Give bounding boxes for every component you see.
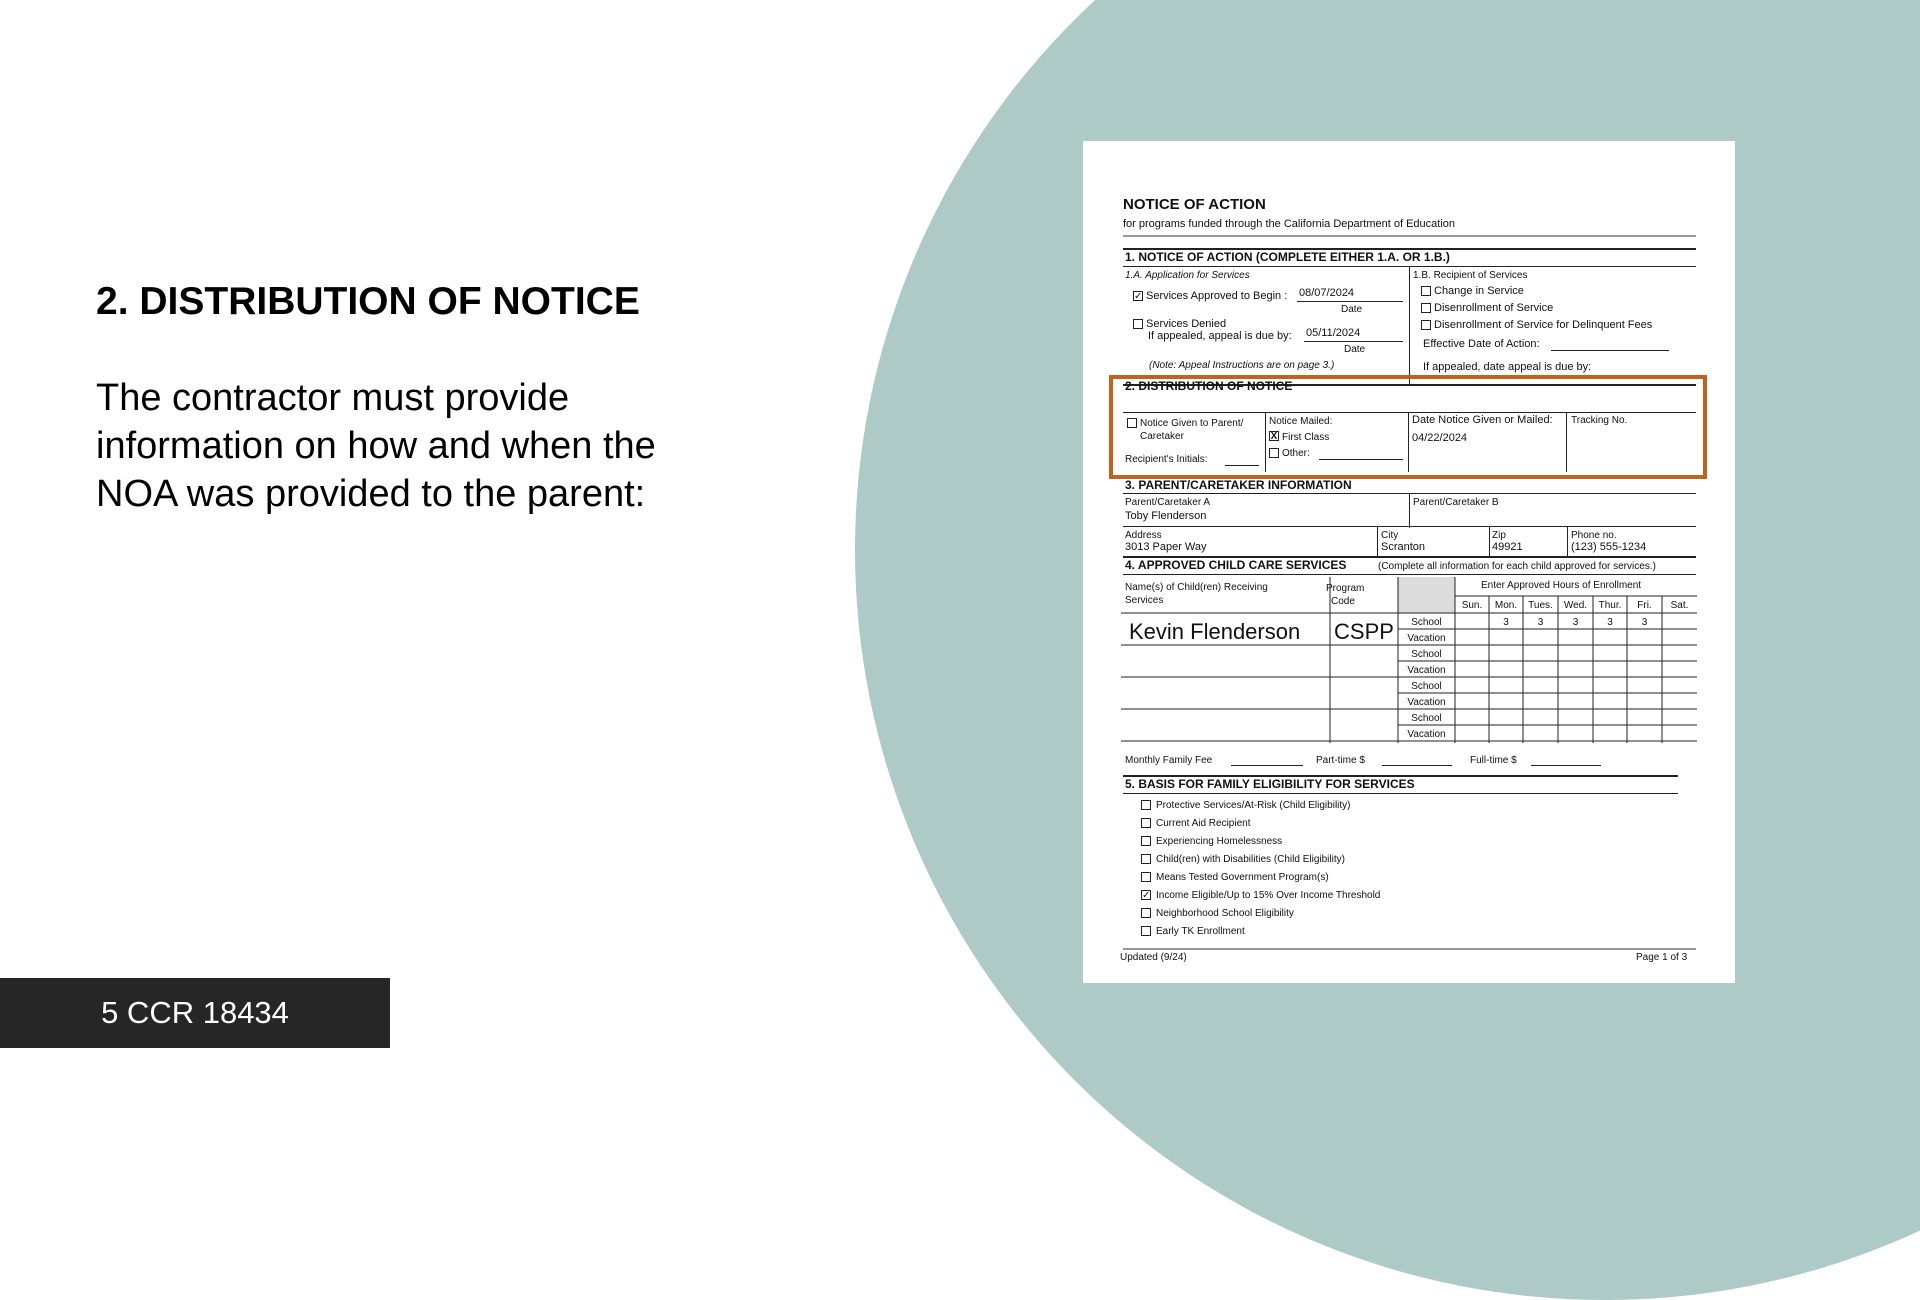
parent-b-label: Parent/Caretaker B [1413,497,1499,508]
row-type-label: Vacation [1407,697,1446,708]
eligibility-checkbox[interactable] [1141,818,1151,828]
slide-body-text: The contractor must provide information on how and when the NOA was provided to the parent: [96,377,656,515]
day-header: Fri. [1637,600,1652,611]
services-denied-checkbox[interactable] [1133,319,1143,329]
date-underline [1297,301,1403,302]
city-value: Scranton [1381,541,1426,553]
address-label: Address [1125,530,1162,541]
section-1b-label: 1.B. Recipient of Services [1413,270,1528,281]
eligibility-item-label: Child(ren) with Disabilities (Child Eligibility) [1156,854,1345,865]
section-3-header: 3. PARENT/CARETAKER INFORMATION [1125,478,1352,492]
child-names-label-2: Services [1125,595,1164,606]
notice-given-label-2: Caretaker [1140,431,1184,442]
section-4-header: 4. APPROVED CHILD CARE SERVICES [1125,558,1347,572]
program-label-2: Code [1331,596,1355,607]
divider [1409,493,1410,528]
effective-date-label: Effective Date of Action: [1423,338,1540,350]
footer-page: Page 1 of 3 [1636,952,1688,963]
services-approved-date: 08/07/2024 [1299,287,1355,299]
row-type-label: Vacation [1407,729,1446,740]
hours-value: 3 [1572,617,1579,628]
recipient-initials-label: Recipient's Initials: [1125,454,1208,465]
services-approved-label: Services Approved to Begin : [1146,290,1288,302]
eligibility-checkbox[interactable] [1141,872,1151,882]
fee-underline [1531,765,1601,766]
hours-label: Enter Approved Hours of Enrollment [1481,580,1642,591]
divider [1567,526,1568,556]
form-title: NOTICE OF ACTION [1123,196,1266,213]
fee-underline [1231,765,1303,766]
schedule-grid-lines [1121,577,1697,743]
parent-a-label: Parent/Caretaker A [1125,497,1211,508]
schedule-grid [1121,577,1697,743]
row-type-label: School [1411,713,1442,724]
row-type-label: Vacation [1407,665,1446,676]
date-underline [1551,350,1669,351]
disenrollment-fees-label: Disenrollment of Service for Delinquent Fees [1434,319,1653,331]
child-names-label: Name(s) of Child(ren) Receiving [1125,582,1268,593]
day-header: Thur. [1598,600,1622,611]
date-underline [1304,341,1403,342]
section-1a-label: 1.A. Application for Services [1125,270,1250,281]
slide-heading: 2. DISTRIBUTION OF NOTICE [96,280,640,323]
b-appeal-label: If appealed, date appeal is due by: [1423,361,1592,373]
appeal-due-label: If appealed, appeal is due by: [1148,330,1292,342]
fee-underline [1382,765,1452,766]
section-1-header: 1. NOTICE OF ACTION (COMPLETE EITHER 1.A. OR 1.B.) [1125,250,1450,264]
disenrollment-fees-checkbox[interactable] [1421,320,1431,330]
divider [1489,526,1490,556]
section-4-note: (Complete all information for each child approved for services.) [1378,561,1656,572]
address-value: 3013 Paper Way [1125,541,1207,553]
parent-a-value: Toby Flenderson [1125,510,1207,522]
divider [1409,266,1410,386]
date-given-value: 04/22/2024 [1412,432,1468,444]
footer-updated: Updated (9/24) [1120,952,1187,963]
appeal-note: (Note: Appeal Instructions are on page 3.) [1149,360,1335,371]
hours-value: 3 [1607,617,1613,628]
eligibility-checkbox[interactable] [1141,800,1151,810]
hours-value: 3 [1641,617,1648,628]
eligibility-checkbox[interactable] [1141,854,1151,864]
row-type-label: Vacation [1407,633,1446,644]
divider [1123,948,1696,950]
phone-value: (123) 555-1234 [1571,541,1647,553]
day-header: Sat. [1670,600,1689,611]
eligibility-item-label: Means Tested Government Program(s) [1156,872,1329,883]
hours-value: 3 [1503,617,1509,628]
full-time-label: Full-time $ [1470,755,1517,766]
change-in-service-checkbox[interactable] [1421,286,1431,296]
section-5-header: 5. BASIS FOR FAMILY ELIGIBILITY FOR SERVICES [1125,777,1415,791]
eligibility-checkbox[interactable] [1141,908,1151,918]
eligibility-item-label: Early TK Enrollment [1156,926,1245,937]
appeal-due-date: 05/11/2024 [1306,327,1361,339]
divider [1123,793,1678,794]
eligibility-checkbox[interactable]: ✓ [1142,890,1151,901]
citation-badge: 5 CCR 18434 [0,978,390,1048]
eligibility-checkbox[interactable] [1141,836,1151,846]
tracking-no-label: Tracking No. [1571,415,1628,426]
divider [1377,526,1378,556]
change-in-service-label: Change in Service [1434,285,1524,297]
services-approved-checkbox[interactable]: ✓ [1134,291,1143,302]
zip-value: 49921 [1492,541,1523,553]
day-header: Mon. [1494,600,1518,611]
divider [1123,574,1696,575]
part-time-label: Part-time $ [1316,755,1365,766]
date-caption: Date [1341,304,1363,315]
day-header: Wed. [1563,600,1588,611]
first-class-checkbox[interactable]: X [1270,431,1278,442]
program-label: Program [1326,583,1365,594]
phone-label: Phone no. [1571,530,1617,541]
section-2-highlight-box [1109,375,1707,479]
monthly-fee-label: Monthly Family Fee [1125,755,1213,766]
city-label: City [1381,530,1399,541]
eligibility-checkbox[interactable] [1141,926,1151,936]
notice-given-label: Notice Given to Parent/ [1140,418,1244,429]
header-shaded-cell [1398,577,1455,613]
notice-mailed-label: Notice Mailed: [1269,416,1333,427]
eligibility-item-label: Experiencing Homelessness [1156,836,1283,847]
notice-of-action-form [1083,141,1735,983]
eligibility-item-label: Protective Services/At-Risk (Child Eligibility) [1156,800,1351,811]
eligibility-item-label: Income Eligible/Up to 15% Over Income Threshold [1156,890,1381,901]
hours-value: 3 [1537,617,1544,628]
date-given-label: Date Notice Given or Mailed: [1412,414,1553,426]
child-name-value: Kevin Flenderson [1129,619,1301,644]
day-header: Sun. [1461,600,1483,611]
row-type-label: School [1411,649,1442,660]
services-denied-label: Services Denied [1146,318,1227,330]
disenrollment-checkbox[interactable] [1421,303,1431,313]
zip-label: Zip [1492,530,1506,541]
program-code-value: CSPP [1334,619,1394,644]
form-subtitle: for programs funded through the California Department of Education [1123,218,1456,230]
section-2-header: 2. DISTRIBUTION OF NOTICE [1125,379,1293,393]
day-header: Tues. [1528,600,1553,611]
other-label: Other: [1282,448,1310,459]
eligibility-item-label: Neighborhood School Eligibility [1156,908,1294,919]
row-type-label: School [1411,681,1442,692]
date-caption: Date [1344,344,1366,355]
disenrollment-label: Disenrollment of Service [1434,302,1554,314]
first-class-label: First Class [1282,432,1330,443]
eligibility-item-label: Current Aid Recipient [1156,818,1251,829]
row-type-label: School [1411,617,1442,628]
divider [1123,235,1696,237]
divider [1123,526,1696,527]
